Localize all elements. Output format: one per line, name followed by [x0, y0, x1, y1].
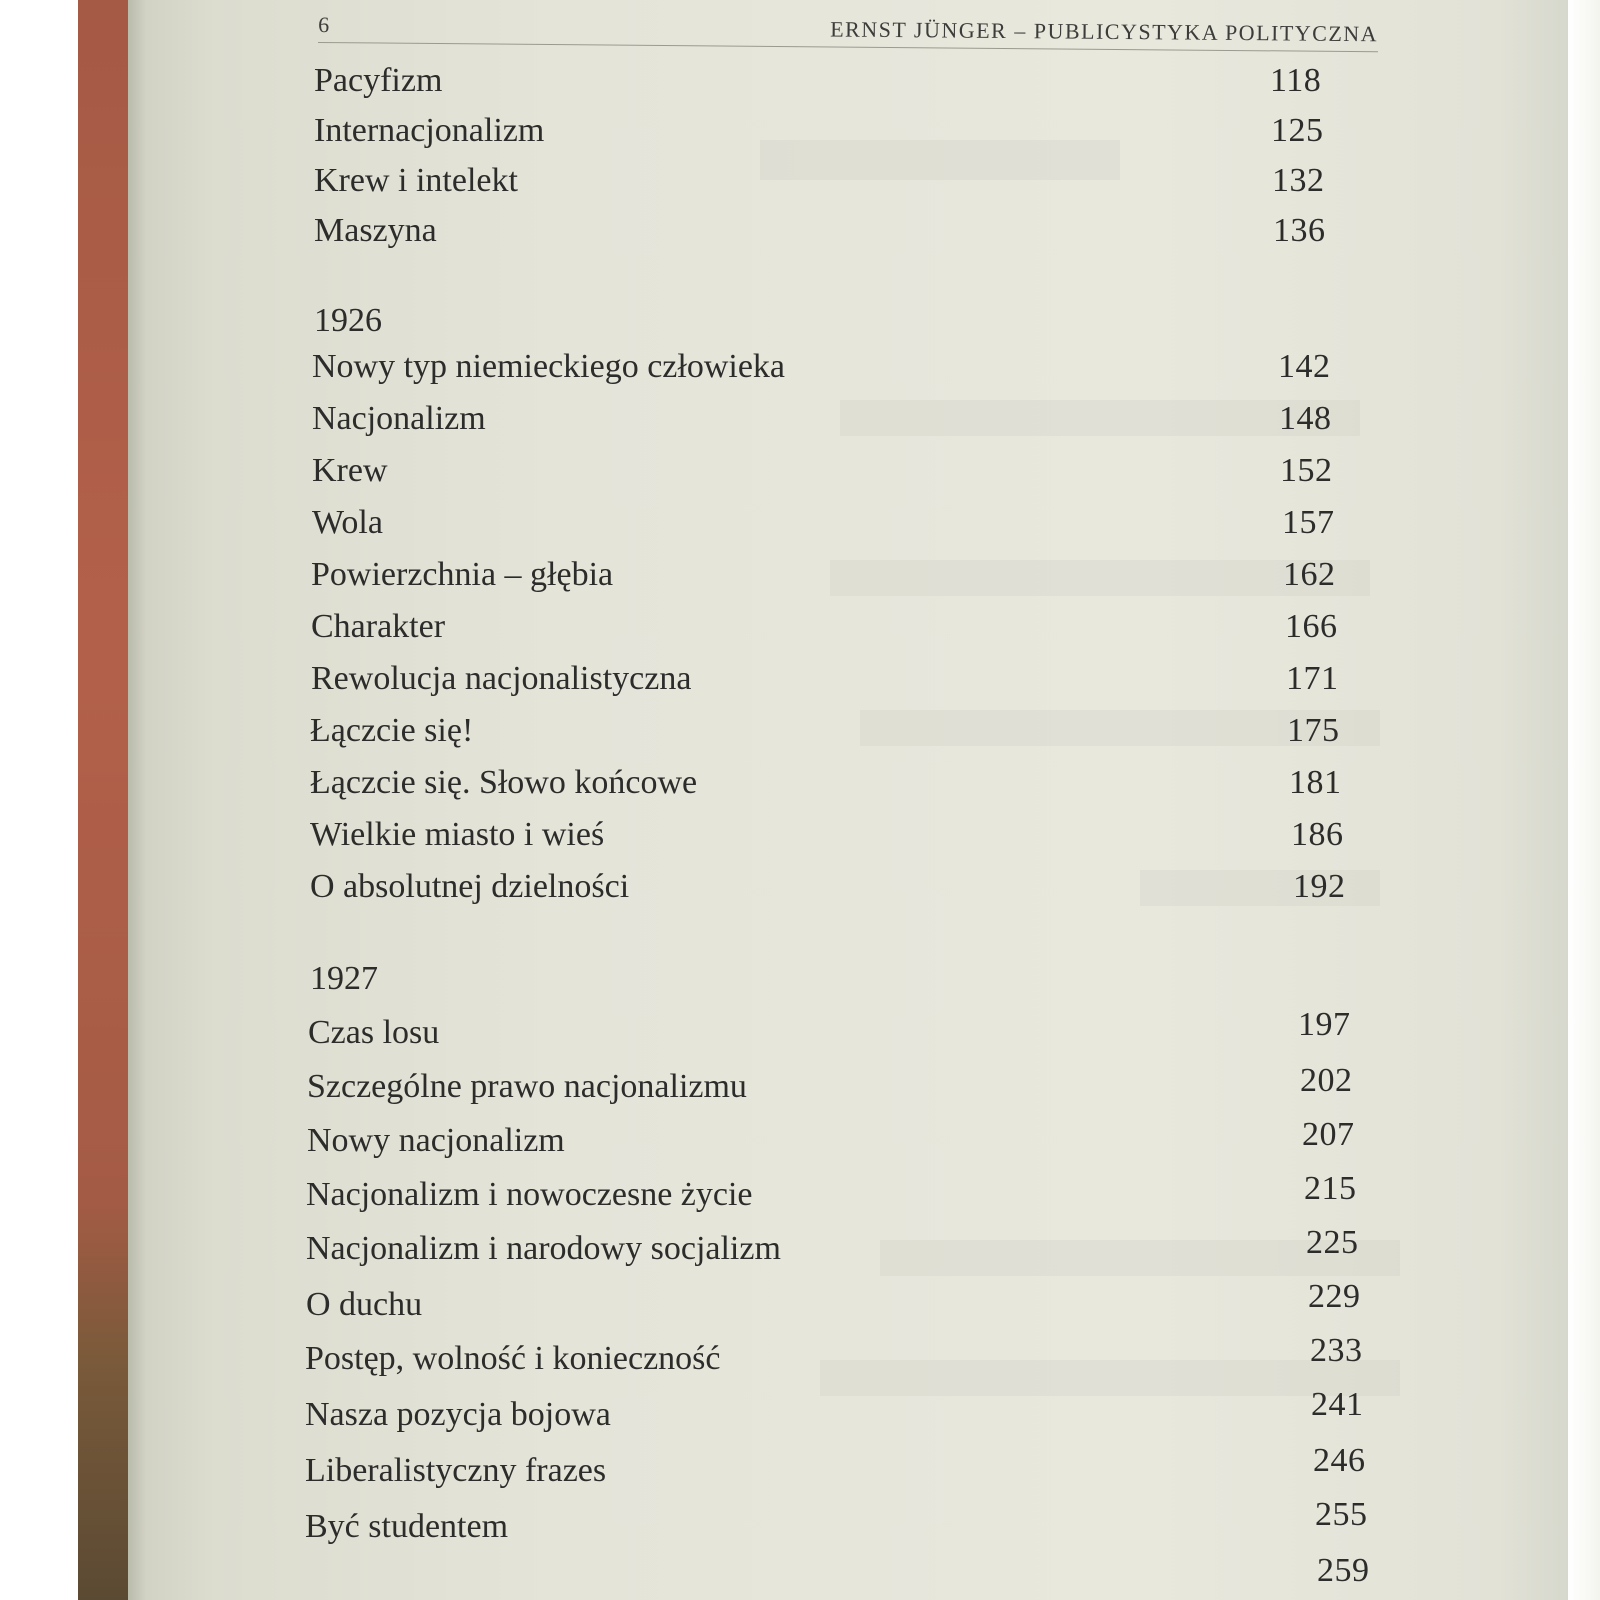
toc-entry-title: O absolutnej dzielności	[310, 868, 630, 905]
toc-entry-page: 229	[1308, 1278, 1361, 1315]
toc-entry-page: 136	[1273, 212, 1326, 249]
toc-entry-title: O duchu	[306, 1286, 423, 1323]
show-through-mark	[760, 140, 1120, 180]
toc-entry-page: 166	[1285, 608, 1338, 645]
toc-entry-title: Szczególne prawo nacjonalizmu	[307, 1068, 747, 1105]
toc-entry-page: 132	[1272, 162, 1325, 199]
toc-entry-page: 148	[1279, 400, 1332, 437]
toc-entry-page: 241	[1311, 1386, 1364, 1423]
toc-entry-page: 259	[1317, 1552, 1370, 1589]
toc-entry-page: 255	[1315, 1496, 1368, 1533]
toc-entry-title: Nowy typ niemieckiego człowieka	[312, 348, 786, 385]
toc-entry-page: 118	[1270, 62, 1322, 99]
toc-entry-title: Łączcie się!	[310, 712, 474, 749]
toc-entry-page: 233	[1310, 1332, 1363, 1369]
toc-entry-title: Nasza pozycja bojowa	[305, 1396, 611, 1433]
toc-entry-page: 152	[1280, 452, 1333, 489]
toc-entry-page: 142	[1278, 348, 1331, 385]
toc-entry-page: 171	[1286, 660, 1339, 697]
toc-entry-title: Nacjonalizm	[312, 400, 486, 437]
toc-year-heading: 1926	[314, 302, 382, 339]
toc-entry-title: Powierzchnia – głębia	[311, 556, 614, 593]
toc-entry-title: Wielkie miasto i wieś	[310, 816, 605, 853]
toc-year-heading: 1927	[310, 960, 378, 997]
toc-entry-title: Pacyfizm	[314, 62, 443, 99]
toc-entry-title: Krew i intelekt	[314, 162, 518, 199]
toc-entry-page: 197	[1298, 1006, 1351, 1043]
toc-entry-page: 186	[1291, 816, 1344, 853]
toc-entry-page: 162	[1283, 556, 1336, 593]
toc-entry-title: Łączcie się. Słowo końcowe	[310, 764, 698, 801]
page-number: 6	[318, 12, 330, 38]
toc-entry-page: 246	[1313, 1442, 1366, 1479]
toc-entry-title: Rewolucja nacjonalistyczna	[311, 660, 692, 697]
toc-entry-page: 181	[1289, 764, 1342, 801]
toc-entry-title: Liberalistyczny frazes	[305, 1452, 607, 1489]
running-title: ERNST JÜNGER – PUBLICYSTYKA POLITYCZNA	[830, 16, 1379, 47]
toc-entry-title: Internacjonalizm	[314, 112, 545, 149]
toc-entry-title: Nacjonalizm i narodowy socjalizm	[306, 1230, 781, 1267]
toc-entry-title: Postęp, wolność i konieczność	[305, 1340, 721, 1377]
toc-entry-page: 215	[1304, 1170, 1357, 1207]
toc-entry-title: Wola	[312, 504, 383, 541]
toc-entry-page: 225	[1306, 1224, 1359, 1261]
toc-entry-title: Nowy nacjonalizm	[307, 1122, 565, 1159]
page-right-rim	[1568, 0, 1600, 1600]
toc-entry-title: Maszyna	[314, 212, 437, 249]
toc-entry-title: Krew	[312, 452, 388, 489]
toc-entry-page: 125	[1271, 112, 1324, 149]
toc-entry-title: Charakter	[311, 608, 446, 645]
toc-entry-page: 202	[1300, 1062, 1353, 1099]
toc-entry-page: 175	[1287, 712, 1340, 749]
toc-entry-page: 192	[1293, 868, 1346, 905]
toc-entry-title: Być studentem	[305, 1508, 509, 1545]
toc-entry-page: 157	[1282, 504, 1335, 541]
toc-entry-title: Nacjonalizm i nowoczesne życie	[306, 1176, 753, 1213]
toc-entry-page: 207	[1302, 1116, 1355, 1153]
page-gutter-shadow	[128, 0, 146, 1600]
toc-entry-title: Czas losu	[308, 1014, 440, 1051]
